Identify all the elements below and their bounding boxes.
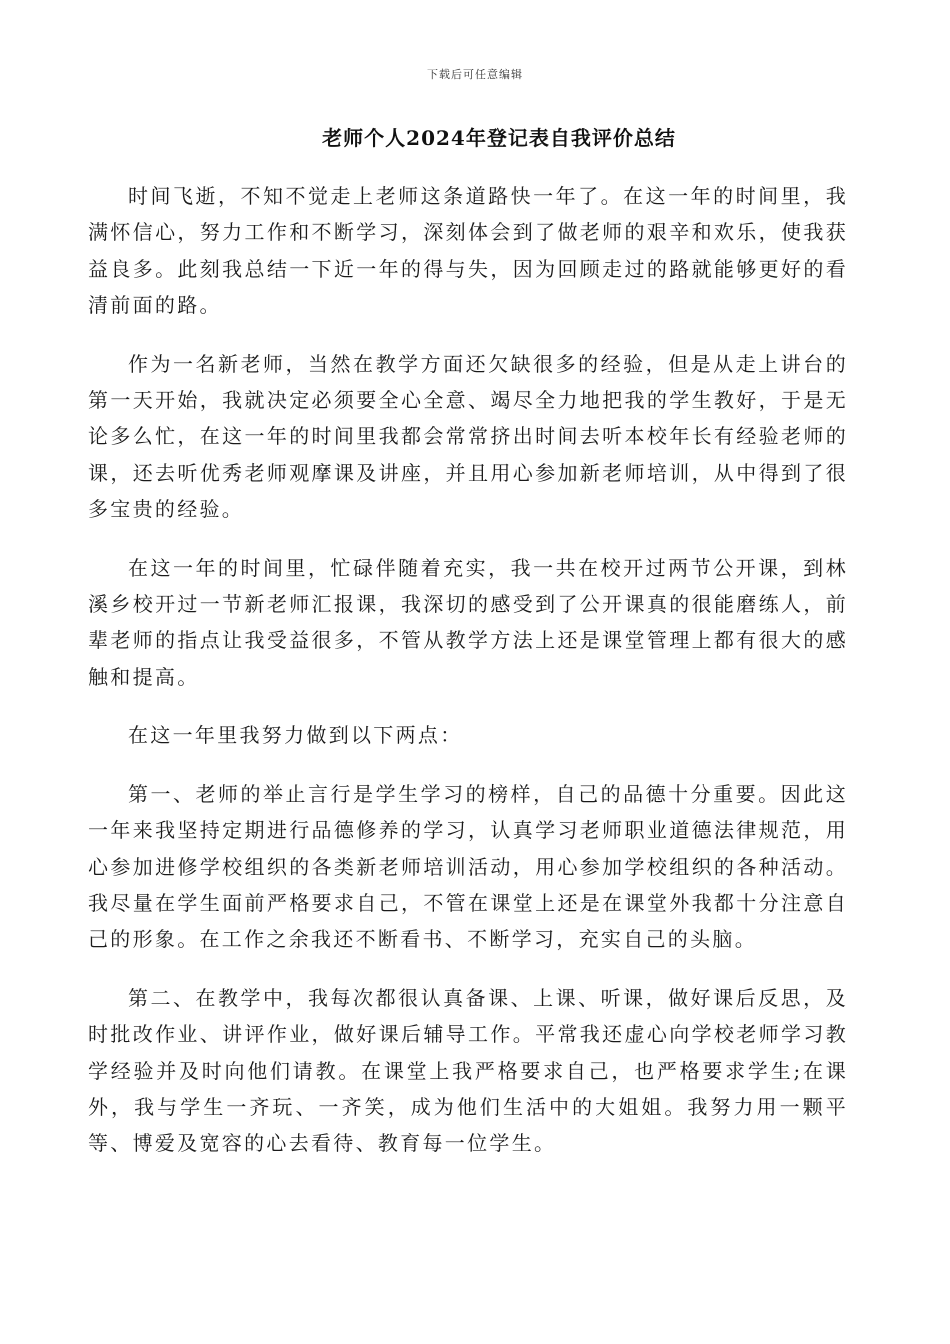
paragraph-point-two: 第二、在教学中，我每次都很认真备课、上课、听课，做好课后反思，及时批改作业、讲评作业，做好课后辅导工作。平常我还虚心向学校老师学习教学经验并及时向他们请教。在课堂上我严格要求自己，也严格要求学生;在课外，我与学生一齐玩、一齐笑，成为他们生活中的大姐姐。我努力用一颗平等、博爱及宽容的心去看待、教育每一位学生。 [88,985,848,1156]
paragraph-intro: 时间飞逝，不知不觉走上老师这条道路快一年了。在这一年的时间里，我满怀信心，努力工作和不断学习，深刻体会到了做老师的艰辛和欢乐，使我获益良多。此刻我总结一下近一年的得与失，因为回顾走过的路就能够更好的看清前面的路。 [88,184,848,318]
document-title: 老师个人2024年登记表自我评价总结 [322,126,676,150]
paragraph-two-points-intro: 在这一年里我努力做到以下两点： [128,723,463,748]
document-body [88,178,848,1184]
paragraph-point-one: 第一、老师的举止言行是学生学习的榜样，自己的品德十分重要。因此这一年来我坚持定期进行品德修养的学习，认真学习老师职业道德法律规范，用心参加进修学校组织的各类新老师培训活动，用心参加学校组织的各种活动。我尽量在学生面前严格要求自己，不管在课堂上还是在课堂外我都十分注意自己的形象。在工作之余我还不断看书、不断学习，充实自己的头脑。 [88,781,848,952]
paragraph-open-class: 在这一年的时间里，忙碌伴随着充实，我一共在校开过两节公开课，到林溪乡校开过一节新老师汇报课，我深切的感受到了公开课真的很能磨练人，前辈老师的指点让我受益很多，不管从教学方法上还是课堂管理上都有很大的感触和提高。 [88,555,848,689]
paragraph-new-teacher: 作为一名新老师，当然在教学方面还欠缺很多的经验，但是从走上讲台的第一天开始，我就决定必须要全心全意、竭尽全力地把我的学生教好，于是无论多么忙，在这一年的时间里我都会常常挤出时间去听本校年长有经验老师的课，还去听优秀老师观摩课及讲座，并且用心参加新老师培训，从中得到了很多宝贵的经验。 [88,351,848,522]
header-note: 下载后可任意编辑 [427,68,523,81]
